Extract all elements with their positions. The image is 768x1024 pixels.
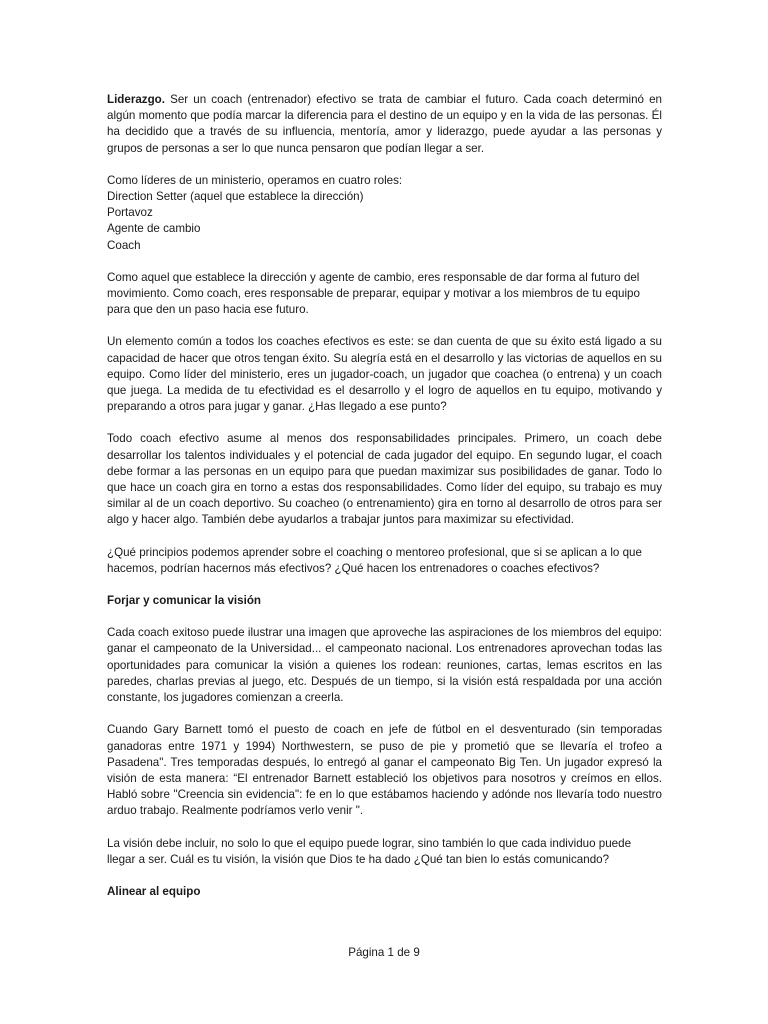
paragraph: Todo coach efectivo asume al menos dos responsabilidades principales. Primero, un coach debe desarrollar los talentos individuales y el potencial de cada jugador del equipo. En segundo lugar, el coach debe formar a las personas en un equipo para que puedan maximizar sus posibilidades de ganar. Todo lo que hace un coach gira en torno a estas dos responsabilidades. Como líder del equipo, su trabajo es muy similar al de un coach deportivo. Su coacheo (o entrenamiento) gira en torno al desarrollo de otros para ser algo y hacer algo. También debe ayudarlos a trabajar juntos para maximizar su efectividad.: [107, 432, 662, 527]
role-item: Coach: [107, 238, 141, 252]
document-body: [107, 92, 662, 916]
role-item: Portavoz: [107, 206, 153, 220]
section-heading: Forjar y comunicar la visión: [107, 594, 261, 608]
paragraph: Un elemento común a todos los coaches efectivos es este: se dan cuenta de que su éxito está ligado a su capacidad de hacer que otros tengan éxito. Su alegría está en el desarrollo y las victorias de aquellos en su equipo. Como líder del ministerio, eres un jugador-coach, un jugador que coachea (o entrena) y un coach que juega. La medida de tu efectividad es el desarrollo y el logro de aquellos en tu equipo, motivando y preparando a otros para jugar y ganar. ¿Has llegado a ese punto?: [107, 335, 662, 414]
intro-lead: Liderazgo.: [107, 93, 165, 106]
intro-text: Ser un coach (entrenador) efectivo se trata de cambiar el futuro. Cada coach determinó en algún momento que podía marcar la diferencia para el destino de un equipo y en la vida de las personas. Él ha decidido que a través de su influencia, mentoría, amor y liderazgo, puede ayudar a las personas y grupos de personas a ser lo que nunca pensaron que podían llegar a ser.: [107, 93, 662, 155]
page-number: Página 1 de 9: [348, 946, 420, 959]
roles-intro: Como líderes de un ministerio, operamos en cuatro roles:: [107, 173, 403, 187]
paragraph: La visión debe incluir, no solo lo que el equipo puede lograr, sino también lo que cada individuo puede llegar a ser. Cuál es tu visión, la visión que Dios te ha dado ¿Qué tan bien lo estás comunicando?: [107, 836, 632, 866]
paragraph: Cada coach exitoso puede ilustrar una imagen que aproveche las aspiraciones de los miembros del equipo: ganar el campeonato de la Universidad... el campeonato nacional. Los entrenadores aprovechan todas las oportunidades para comunicar la visión a quienes los rodean: reuniones, cartas, lemas escritos en las paredes, charlas previas al juego, etc. Después de un tiempo, si la visión está respaldada por una acción constante, los jugadores comienzan a creerla.: [107, 626, 662, 705]
paragraph: ¿Qué principios podemos aprender sobre el coaching o mentoreo profesional, que si se aplican a lo que hacemos, podrían hacernos más efectivos? ¿Qué hacen los entrenadores o coaches efectivos?: [107, 545, 642, 575]
section-heading: Alinear al equipo: [107, 884, 201, 898]
roles-list: [107, 189, 662, 254]
paragraph: Cuando Gary Barnett tomó el puesto de coach en jefe de fútbol en el desventurado (sin temporadas ganadoras entre 1971 y 1994) Northwestern, se puso de pie y prometió que se llevaría el trofeo a Pasadena". Tres temporadas después, lo entregó al ganar el campeonato Big Ten. Un jugador expresó la visión de esta manera: “El entrenador Barnett estableció los objetivos para nosotros y creímos en ellos. Habló sobre "Creencia sin evidencia": fe en lo que estábamos haciendo y adónde nos llevaría todo nuestro arduo trabajo. Realmente podríamos verlo venir ".: [107, 723, 662, 818]
intro-paragraph: [107, 92, 662, 157]
role-item: Direction Setter (aquel que establece la dirección): [107, 190, 364, 204]
paragraph: Como aquel que establece la dirección y agente de cambio, eres responsable de dar forma al futuro del movimiento. Como coach, eres responsable de preparar, equipar y motivar a los miembros de tu equipo para que den un paso hacia ese futuro.: [107, 270, 640, 317]
role-item: Agente de cambio: [107, 222, 201, 236]
